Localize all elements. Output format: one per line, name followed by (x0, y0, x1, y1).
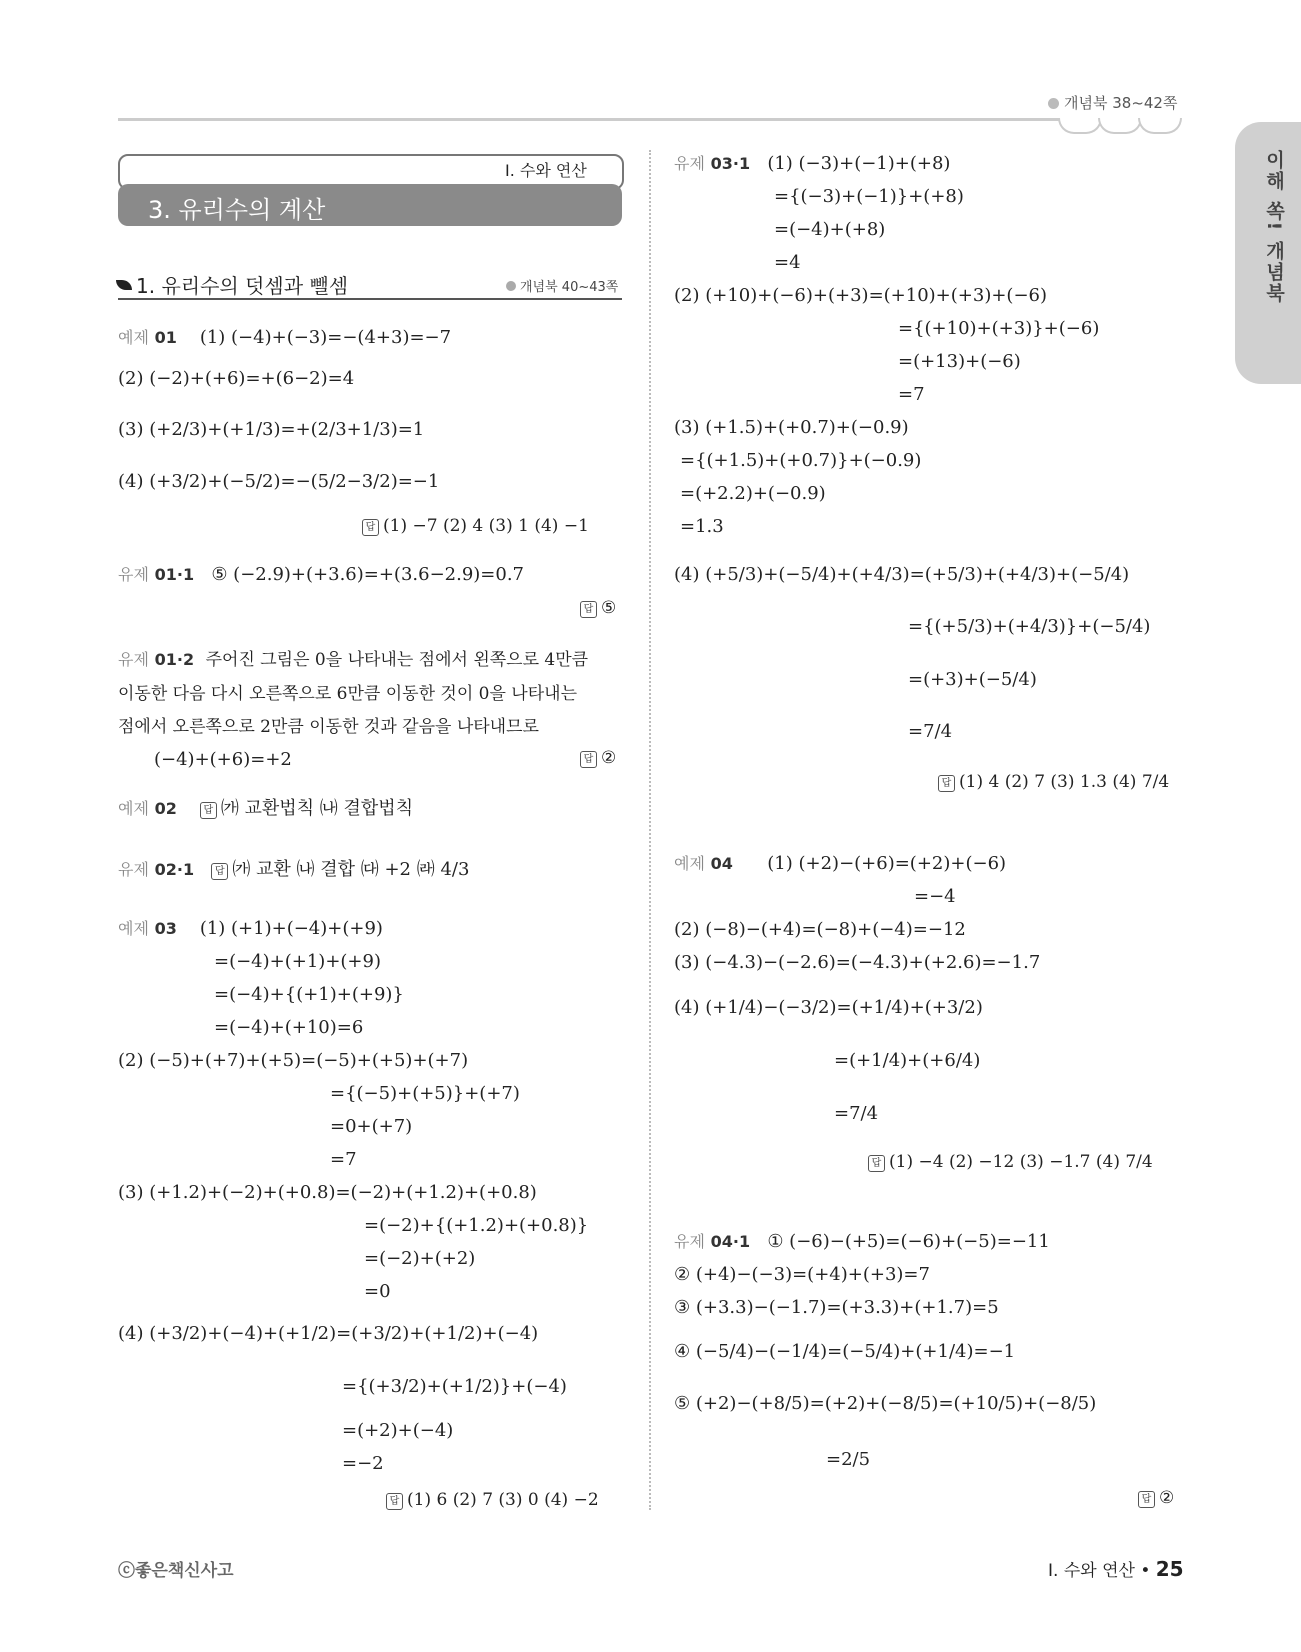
solution-line: =(−4)+{(+1)+(+9)} (214, 984, 404, 1005)
page-number: 25 (1155, 1557, 1184, 1581)
solution-line: (2) (−5)+(+7)+(+5)=(−5)+(+5)+(+7) (118, 1050, 469, 1071)
solution-line: (3) (+1.5)+(+0.7)+(−0.9) (674, 417, 909, 438)
solution-line: ={(+3/2)+(+1/2)}+(−4) (342, 1376, 567, 1397)
answer-line: 답 ② (1138, 1488, 1174, 1508)
answer-icon: 답 (938, 775, 955, 792)
answer-line: 답 (1) −4 (2) −12 (3) −1.7 (4) 7/4 (868, 1152, 1153, 1172)
concept-book-ref: 개념북 38~42쪽 (1048, 92, 1177, 113)
example-02-line: 예제 02 답 ㈎ 교환법칙 ㈏ 결합법칙 (118, 798, 414, 819)
subsection-title: 1. 유리수의 덧셈과 뺄셈 (136, 274, 349, 298)
answer-line: 답 ② (580, 748, 616, 768)
column-divider (649, 150, 651, 1510)
solution-line: (2) (+10)+(−6)+(+3)=(+10)+(+3)+(−6) (674, 285, 1048, 306)
solution-line: ③ (+3.3)−(−1.7)=(+3.3)+(+1.7)=5 (674, 1297, 999, 1318)
answer-icon: 답 (580, 751, 597, 768)
solution-line: (2) (−2)+(+6)=+(6−2)=4 (118, 368, 355, 389)
solution-line: =−4 (914, 886, 956, 907)
answer-line: 답 (1) −7 (2) 4 (3) 1 (4) −1 (362, 516, 589, 536)
answer-icon: 답 (580, 601, 597, 618)
example-04-line: 예제 04 (1) (+2)−(+6)=(+2)+(−6) (674, 853, 1007, 874)
leaf-icon (116, 280, 132, 290)
side-tab-label: 이해 쏙! 개념북 (1263, 150, 1285, 304)
solution-line: =(−4)+(+1)+(+9) (214, 951, 381, 972)
answer-line: 답 (1) 4 (2) 7 (3) 1.3 (4) 7/4 (938, 772, 1169, 792)
solution-line: =7/4 (908, 721, 953, 742)
solution-line: =(−4)+(+8) (774, 219, 886, 240)
solution-line: (4) (+3/2)+(−5/2)=−(5/2−3/2)=−1 (118, 471, 440, 492)
solution-line: =7/4 (834, 1103, 879, 1124)
subsection-ref: 개념북 40~43쪽 (506, 276, 618, 295)
solution-line: =(+2.2)+(−0.9) (680, 483, 826, 504)
answer-icon: 답 (1138, 1491, 1155, 1508)
exercise-02-1-line: 유제 02·1 답 ㈎ 교환 ㈏ 결합 ㈐ +2 ㈑ 4/3 (118, 859, 470, 880)
solution-line: ={(−5)+(+5)}+(+7) (330, 1083, 520, 1104)
solution-line: ={(+10)+(+3)}+(−6) (898, 318, 1100, 339)
answer-icon: 답 (200, 802, 217, 819)
solution-line: =0+(+7) (330, 1116, 413, 1137)
solution-line: =(−2)+{(+1.2)+(+0.8)} (364, 1215, 589, 1236)
chapter-label: I. 수와 연산 (505, 161, 587, 180)
exercise-01-1-line: 유제 01·1 ⑤ (−2.9)+(+3.6)=+(3.6−2.9)=0.7 (118, 564, 525, 585)
solution-line: =−2 (342, 1453, 384, 1474)
solution-line: ={(−3)+(−1)}+(+8) (774, 186, 964, 207)
solution-line: =(+1/4)+(+6/4) (834, 1050, 981, 1071)
solution-line: =7 (330, 1149, 357, 1170)
solution-line: 점에서 오른쪽으로 2만큼 이동한 것과 같음을 나타내므로 (118, 717, 539, 737)
solution-line: =7 (898, 384, 925, 405)
exercise-01-2-line: 유제 01·2 주어진 그림은 0을 나타내는 점에서 왼쪽으로 4만큼 (118, 650, 589, 670)
solution-line: =(+2)+(−4) (342, 1420, 454, 1441)
solution-line: ④ (−5/4)−(−1/4)=(−5/4)+(+1/4)=−1 (674, 1341, 1016, 1362)
solution-line: =(+13)+(−6) (898, 351, 1021, 372)
header-scallop (1138, 118, 1182, 134)
answer-line: 답 (1) 6 (2) 7 (3) 0 (4) −2 (386, 1490, 599, 1510)
answer-icon: 답 (362, 519, 379, 536)
example-03-line: 예제 03 (1) (+1)+(−4)+(+9) (118, 918, 383, 939)
solution-line: (3) (+2/3)+(+1/3)=+(2/3+1/3)=1 (118, 419, 425, 440)
answer-icon: 답 (211, 863, 228, 880)
subsection-rule (118, 298, 622, 300)
answer-icon: 답 (868, 1155, 885, 1172)
page-footer: I. 수와 연산 • 25 (1048, 1557, 1184, 1581)
solution-line: (3) (+1.2)+(−2)+(+0.8)=(−2)+(+1.2)+(+0.8) (118, 1182, 537, 1203)
solution-line: ={(+5/3)+(+4/3)}+(−5/4) (908, 616, 1151, 637)
solution-line: (4) (+1/4)−(−3/2)=(+1/4)+(+3/2) (674, 997, 983, 1018)
solution-line: (4) (+3/2)+(−4)+(+1/2)=(+3/2)+(+1/2)+(−4) (118, 1323, 539, 1344)
exercise-03-1-line: 유제 03·1 (1) (−3)+(−1)+(+8) (674, 153, 951, 174)
publisher-logo: ⓒ좋은책신사고 (118, 1561, 234, 1581)
solution-line: 이동한 다음 다시 오른쪽으로 6만큼 이동한 것이 0을 나타내는 (118, 684, 577, 704)
solution-line: ② (+4)−(−3)=(+4)+(+3)=7 (674, 1264, 930, 1285)
solution-line: =0 (364, 1281, 391, 1302)
solution-line: (−4)+(+6)=+2 (154, 749, 292, 770)
section-title: 3. 유리수의 계산 (148, 196, 326, 224)
solution-line: (2) (−8)−(+4)=(−8)+(−4)=−12 (674, 919, 966, 940)
solution-line: =4 (774, 252, 801, 273)
answer-icon: 답 (386, 1493, 403, 1510)
solution-line: =(−2)+(+2) (364, 1248, 476, 1269)
solution-line: =(+3)+(−5/4) (908, 669, 1037, 690)
header-scallop (1098, 118, 1142, 134)
example-01-line: 예제 01 (1) (−4)+(−3)=−(4+3)=−7 (118, 327, 452, 348)
solution-line: =2/5 (826, 1449, 871, 1470)
answer-line: 답 ⑤ (580, 598, 616, 618)
solution-line: =(−4)+(+10)=6 (214, 1017, 364, 1038)
solution-line: (4) (+5/3)+(−5/4)+(+4/3)=(+5/3)+(+4/3)+(−5/4) (674, 564, 1130, 585)
header-rule (118, 118, 1180, 121)
solution-line: ⑤ (+2)−(+8/5)=(+2)+(−8/5)=(+10/5)+(−8/5) (674, 1393, 1097, 1414)
solution-line: =1.3 (680, 516, 724, 537)
header-scallop (1058, 118, 1102, 134)
solution-line: (3) (−4.3)−(−2.6)=(−4.3)+(+2.6)=−1.7 (674, 952, 1041, 973)
solution-line: ={(+1.5)+(+0.7)}+(−0.9) (680, 450, 922, 471)
exercise-04-1-line: 유제 04·1 ① (−6)−(+5)=(−6)+(−5)=−11 (674, 1231, 1050, 1252)
